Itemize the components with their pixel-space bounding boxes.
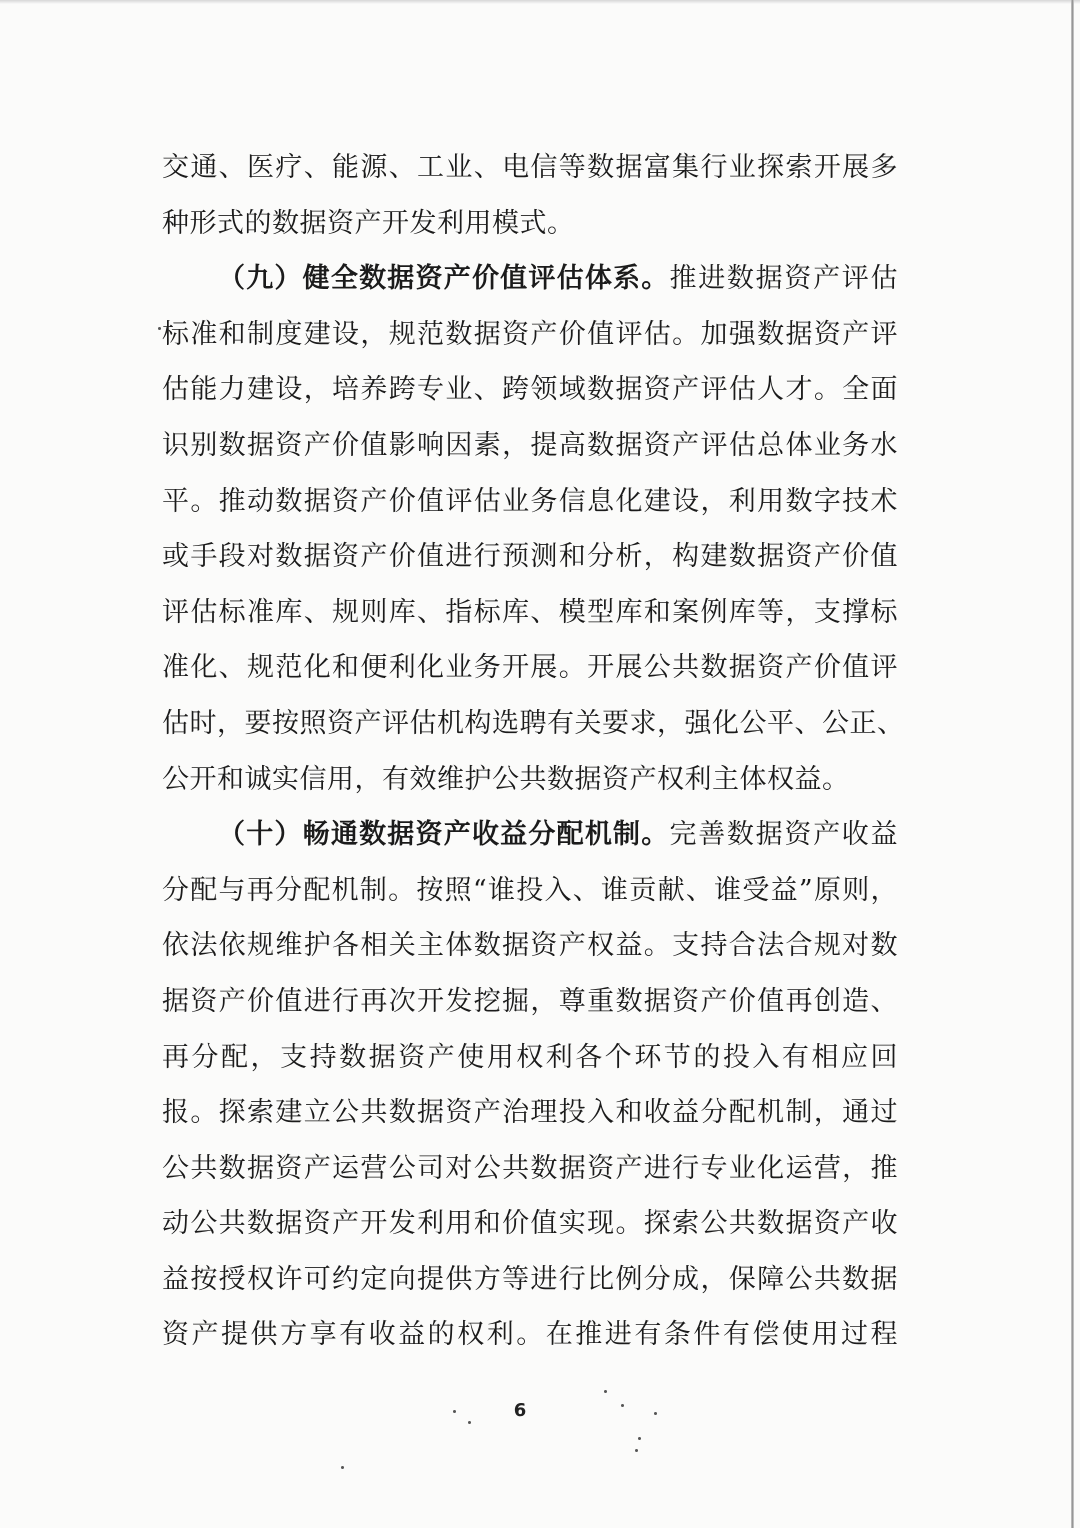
line-text: 种形式的数据资产开发利用模式。 [162, 207, 575, 239]
section-heading: （九）健全数据资产价值评估体系。 [218, 263, 670, 295]
text-line [162, 974, 898, 1030]
text-line [162, 696, 905, 752]
line-text: 交通、医疗、能源、工业、电信等数据富集行业探索开展多 [162, 152, 898, 183]
line-text: 分配与再分配机制。按照“谁投入、谁贡献、谁受益”原则， [162, 874, 898, 906]
text-line [162, 251, 898, 307]
text-line [162, 1141, 898, 1197]
text-line [162, 474, 898, 530]
scan-speck [638, 1437, 641, 1440]
line-text: 估时，要按照资产评估机构选聘有关要求，强化公平、公正、 [162, 707, 905, 739]
text-line [162, 1030, 898, 1086]
text-line [162, 529, 898, 585]
line-text: 公开和诚实信用，有效维护公共数据资产权利主体权益。 [162, 763, 850, 795]
text-line [162, 752, 898, 808]
line-text: 评估标准库、规则库、指标库、模型库和案例库等，支撑标 [162, 596, 898, 628]
section-heading: （十）畅通数据资产收益分配机制。 [218, 819, 670, 851]
text-line [162, 196, 898, 252]
scan-speck [158, 327, 161, 330]
text-line [162, 140, 898, 196]
text-line [162, 1307, 898, 1363]
line-text: 识别数据资产价值影响因素，提高数据资产评估总体业务水 [162, 429, 898, 461]
scan-speck [635, 1449, 638, 1452]
body-text [162, 140, 905, 1363]
line-text: 动公共数据资产开发利用和价值实现。探索公共数据资产收 [162, 1208, 898, 1240]
page-number: 6 [513, 1400, 527, 1421]
scan-speck [604, 1390, 607, 1393]
scan-speck [453, 1410, 456, 1413]
text-line [162, 307, 898, 363]
scan-right-edge [1071, 0, 1074, 1528]
text-line [162, 807, 898, 863]
line-text: 平。推动数据资产价值评估业务信息化建设，利用数字技术 [162, 485, 898, 517]
scan-speck [654, 1412, 657, 1415]
line-text: 公共数据资产运营公司对公共数据资产进行专业化运营，推 [162, 1152, 898, 1184]
text-line [162, 640, 898, 696]
line-text: 准化、规范化和便利化业务开展。开展公共数据资产价值评 [162, 652, 898, 684]
line-text: 估能力建设，培养跨专业、跨领域数据资产评估人才。全面 [162, 374, 898, 406]
scan-speck [341, 1466, 344, 1469]
text-line [162, 1085, 898, 1141]
scan-top-edge [0, 0, 1080, 4]
scan-speck [621, 1404, 624, 1407]
line-text: 据资产价值进行再次开发挖掘，尊重数据资产价值再创造、 [162, 985, 898, 1017]
line-text: 再分配，支持数据资产使用权利各个环节的投入有相应回 [162, 1041, 898, 1073]
text-line [162, 585, 898, 641]
text-line [162, 863, 898, 919]
line-text: 或手段对数据资产价值进行预测和分析，构建数据资产价值 [162, 541, 898, 573]
text-line [162, 1252, 898, 1308]
line-text: 益按授权许可约定向提供方等进行比例分成，保障公共数据 [162, 1263, 898, 1295]
text-line [162, 362, 898, 418]
text-line [162, 418, 898, 474]
text-line [162, 1196, 898, 1252]
text-line [162, 918, 898, 974]
line-text: 标准和制度建设，规范数据资产价值评估。加强数据资产评 [162, 318, 898, 350]
line-text: 完善数据资产收益 [669, 819, 899, 851]
line-text: 依法依规维护各相关主体数据资产权益。支持合法合规对数 [162, 930, 898, 962]
line-text: 推进数据资产评估 [669, 263, 899, 295]
line-text: 资产提供方享有收益的权利。在推进有条件有偿使用过程 [162, 1319, 898, 1351]
scan-speck [468, 1421, 471, 1424]
line-text: 报。探索建立公共数据资产治理投入和收益分配机制，通过 [162, 1097, 898, 1129]
